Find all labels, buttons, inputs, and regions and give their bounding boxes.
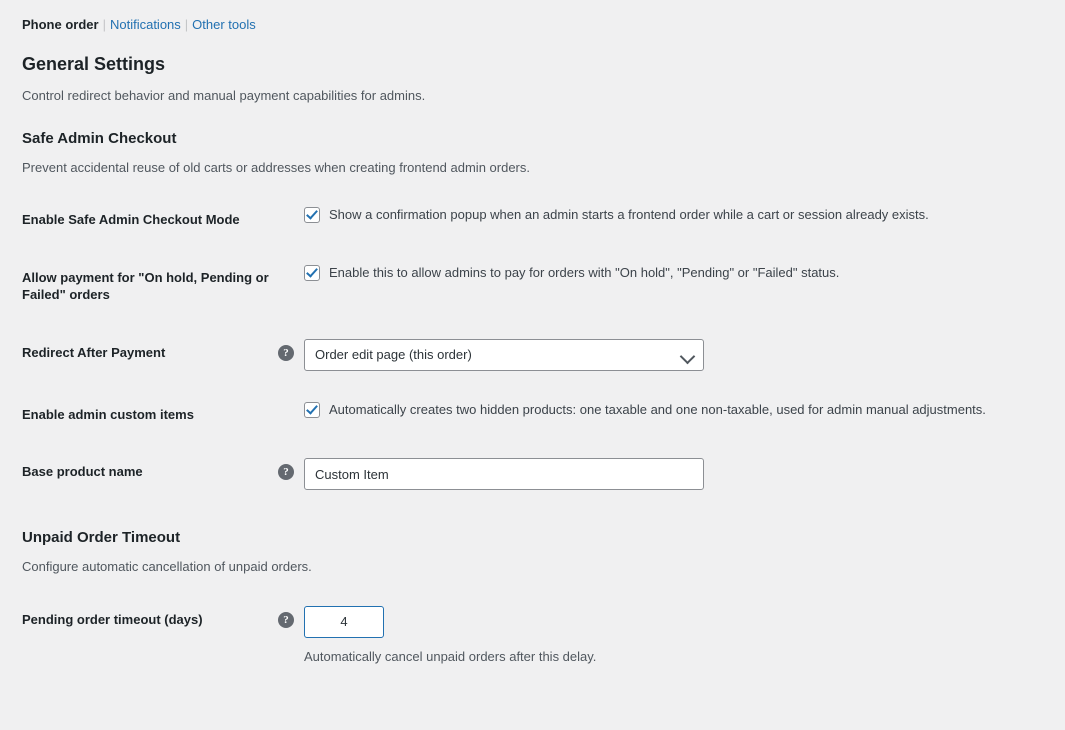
field-pending-order-timeout [304,591,1044,682]
label-base-product-name [22,443,304,505]
field-label: Enable Safe Admin Checkout Mode [22,212,240,228]
enable-safe-admin-checkout-checkbox[interactable] [304,207,320,223]
row-enable-admin-custom-items [22,386,1044,444]
allow-payment-status-checkbox[interactable] [304,265,320,281]
field-label: Base product name [22,464,143,480]
row-base-product-name [22,443,1044,505]
help-icon[interactable]: ? [278,612,294,628]
row-enable-safe-admin-checkout [22,191,1044,249]
unpaid-order-timeout-description: Configure automatic cancellation of unpaid orders. [22,559,312,575]
checkbox-row-allow-payment[interactable] [304,264,1034,283]
field-label: Pending order timeout (days) [22,611,203,627]
field-label: Allow payment for "On hold, Pending or Failed" orders [22,269,269,303]
nav-separator-1: | [102,17,106,32]
enable-admin-custom-items-checkbox[interactable] [304,402,320,418]
general-settings-title: General Settings [22,54,166,74]
checkbox-label: Automatically creates two hidden products: one taxable and one non-taxable, used for admin manual adjustments. [329,401,986,417]
pending-order-timeout-description: Automatically cancel unpaid orders after this delay. [304,648,597,664]
safe-admin-checkout-table [22,191,1044,505]
nav-item-notifications[interactable]: Notifications [109,17,181,32]
field-enable-safe-admin-checkout [304,191,1044,249]
field-enable-admin-custom-items [304,386,1044,444]
unpaid-order-timeout-title: Unpaid Order Timeout [22,529,181,547]
label-enable-admin-custom-items [22,386,304,444]
field-base-product-name [304,443,1044,505]
label-enable-safe-admin-checkout [22,191,304,249]
field-label: Enable admin custom items [22,406,194,422]
help-icon[interactable]: ? [278,345,294,361]
label-pending-order-timeout [22,591,304,682]
field-redirect-after-payment [304,324,1044,386]
safe-admin-checkout-title: Safe Admin Checkout [22,129,177,147]
field-allow-payment-status [304,249,1044,324]
checkbox-label: Enable this to allow admins to pay for orders with "On hold", "Pending" or "Failed" status. [329,264,840,280]
safe-admin-checkout-description: Prevent accidental reuse of old carts or addresses when creating frontend admin orders. [22,159,530,175]
secondary-nav [22,16,1045,34]
nav-item-phone-order[interactable]: Phone order [22,17,99,32]
nav-separator-2: | [184,17,189,32]
checkbox-row-custom-items[interactable] [304,401,1034,420]
unpaid-order-timeout-table [22,591,1044,682]
base-product-name-input[interactable] [304,458,704,490]
redirect-select-wrapper [304,339,704,371]
general-settings-description: Control redirect behavior and manual payment capabilities for admins. [22,88,426,104]
label-allow-payment-status [22,249,304,324]
pending-order-timeout-input[interactable] [304,606,384,638]
row-pending-order-timeout [22,591,1044,682]
help-icon[interactable]: ? [278,464,294,480]
field-label: Redirect After Payment [22,344,166,360]
label-redirect-after-payment [22,324,304,386]
checkbox-row-safe-admin-mode[interactable] [304,206,1034,225]
checkbox-label: Show a confirmation popup when an admin starts a frontend order while a cart or session already exists. [329,207,929,223]
row-allow-payment-status [22,249,1044,324]
nav-item-other-tools[interactable]: Other tools [192,17,256,32]
redirect-after-payment-select[interactable] [304,339,704,371]
row-redirect-after-payment [22,324,1044,386]
